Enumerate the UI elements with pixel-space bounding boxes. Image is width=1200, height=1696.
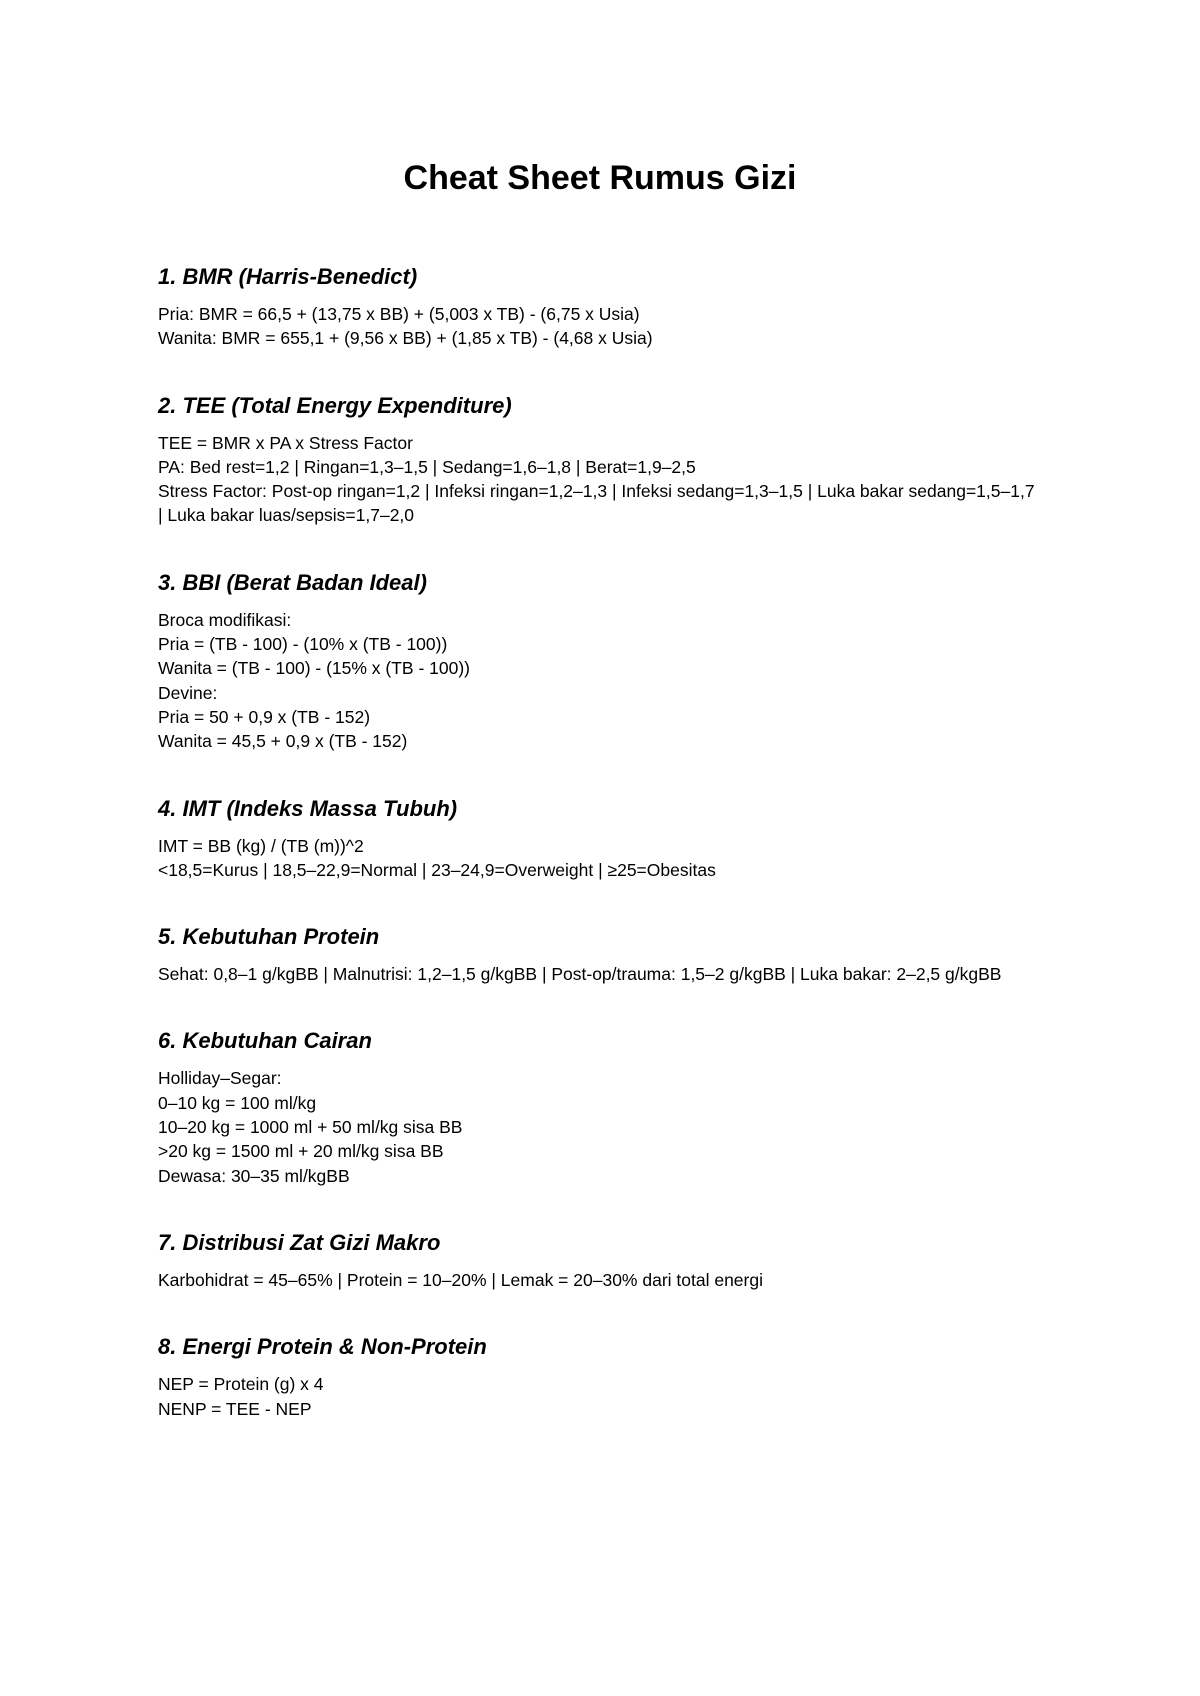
formula-line: PA: Bed rest=1,2 | Ringan=1,3–1,5 | Sedang=1,6–1,8 | Berat=1,9–2,5	[158, 456, 696, 477]
formula-line: 0–10 kg = 100 ml/kg	[158, 1092, 317, 1113]
section-tee	[158, 391, 1038, 528]
formula-line: Dewasa: 30–35 ml/kgBB	[158, 1165, 350, 1186]
section-heading: 8. Energi Protein & Non-Protein	[158, 1334, 487, 1360]
formula-line: NEP = Protein (g) x 4	[158, 1374, 324, 1395]
formula-line: Holliday–Segar:	[158, 1068, 282, 1089]
formula-line: Wanita = 45,5 + 0,9 x (TB - 152)	[158, 731, 408, 752]
formula-line: Broca modifikasi:	[158, 609, 292, 630]
section-bmr	[158, 262, 1038, 351]
formula-line: Sehat: 0,8–1 g/kgBB | Malnutrisi: 1,2–1,5 g/kgBB | Post-op/trauma: 1,5–2 g/kgBB | Luka bakar: 2–2,5 g/kgBB	[158, 964, 1002, 985]
section-cairan	[158, 1026, 1038, 1187]
document-content	[158, 262, 1038, 1461]
section-protein	[158, 922, 1038, 986]
section-heading: 7. Distribusi Zat Gizi Makro	[158, 1229, 441, 1255]
formula-line: Stress Factor: Post-op ringan=1,2 | Infeksi ringan=1,2–1,3 | Infeksi sedang=1,3–1,5 | Luka bakar sedang=1,5–1,7 | Luka bakar luas/sepsis=1,7–2,0	[158, 481, 1040, 526]
section-heading: 2. TEE (Total Energy Expenditure)	[158, 392, 512, 418]
section-heading: 5. Kebutuhan Protein	[158, 924, 380, 950]
formula-line: <18,5=Kurus | 18,5–22,9=Normal | 23–24,9=Overweight | ≥25=Obesitas	[158, 859, 716, 880]
section-bbi	[158, 568, 1038, 754]
section-makro	[158, 1228, 1038, 1292]
formula-line: Wanita = (TB - 100) - (15% x (TB - 100))	[158, 658, 471, 679]
formula-line: Devine:	[158, 682, 218, 703]
formula-line: 10–20 kg = 1000 ml + 50 ml/kg sisa BB	[158, 1117, 463, 1138]
formula-line: Karbohidrat = 45–65% | Protein = 10–20% | Lemak = 20–30% dari total energi	[158, 1269, 763, 1290]
section-heading: 4. IMT (Indeks Massa Tubuh)	[158, 795, 458, 821]
formula-line: Pria: BMR = 66,5 + (13,75 x BB) + (5,003 x TB) - (6,75 x Usia)	[158, 304, 640, 324]
page-title: Cheat Sheet Rumus Gizi	[403, 159, 797, 197]
formula-line: Pria = (TB - 100) - (10% x (TB - 100))	[158, 634, 448, 655]
section-heading: 1. BMR (Harris-Benedict)	[158, 264, 418, 289]
formula-line: Wanita: BMR = 655,1 + (9,56 x BB) + (1,85 x TB) - (4,68 x Usia)	[158, 328, 653, 349]
formula-line: IMT = BB (kg) / (TB (m))^2	[158, 835, 364, 856]
formula-line: Pria = 50 + 0,9 x (TB - 152)	[158, 706, 371, 727]
formula-line: >20 kg = 1500 ml + 20 ml/kg sisa BB	[158, 1141, 444, 1162]
section-imt	[158, 794, 1038, 883]
formula-line: NENP = TEE - NEP	[158, 1398, 312, 1419]
section-energi	[158, 1332, 1038, 1421]
formula-line: TEE = BMR x PA x Stress Factor	[158, 432, 413, 453]
section-heading: 3. BBI (Berat Badan Ideal)	[158, 569, 427, 595]
section-heading: 6. Kebutuhan Cairan	[158, 1028, 372, 1054]
